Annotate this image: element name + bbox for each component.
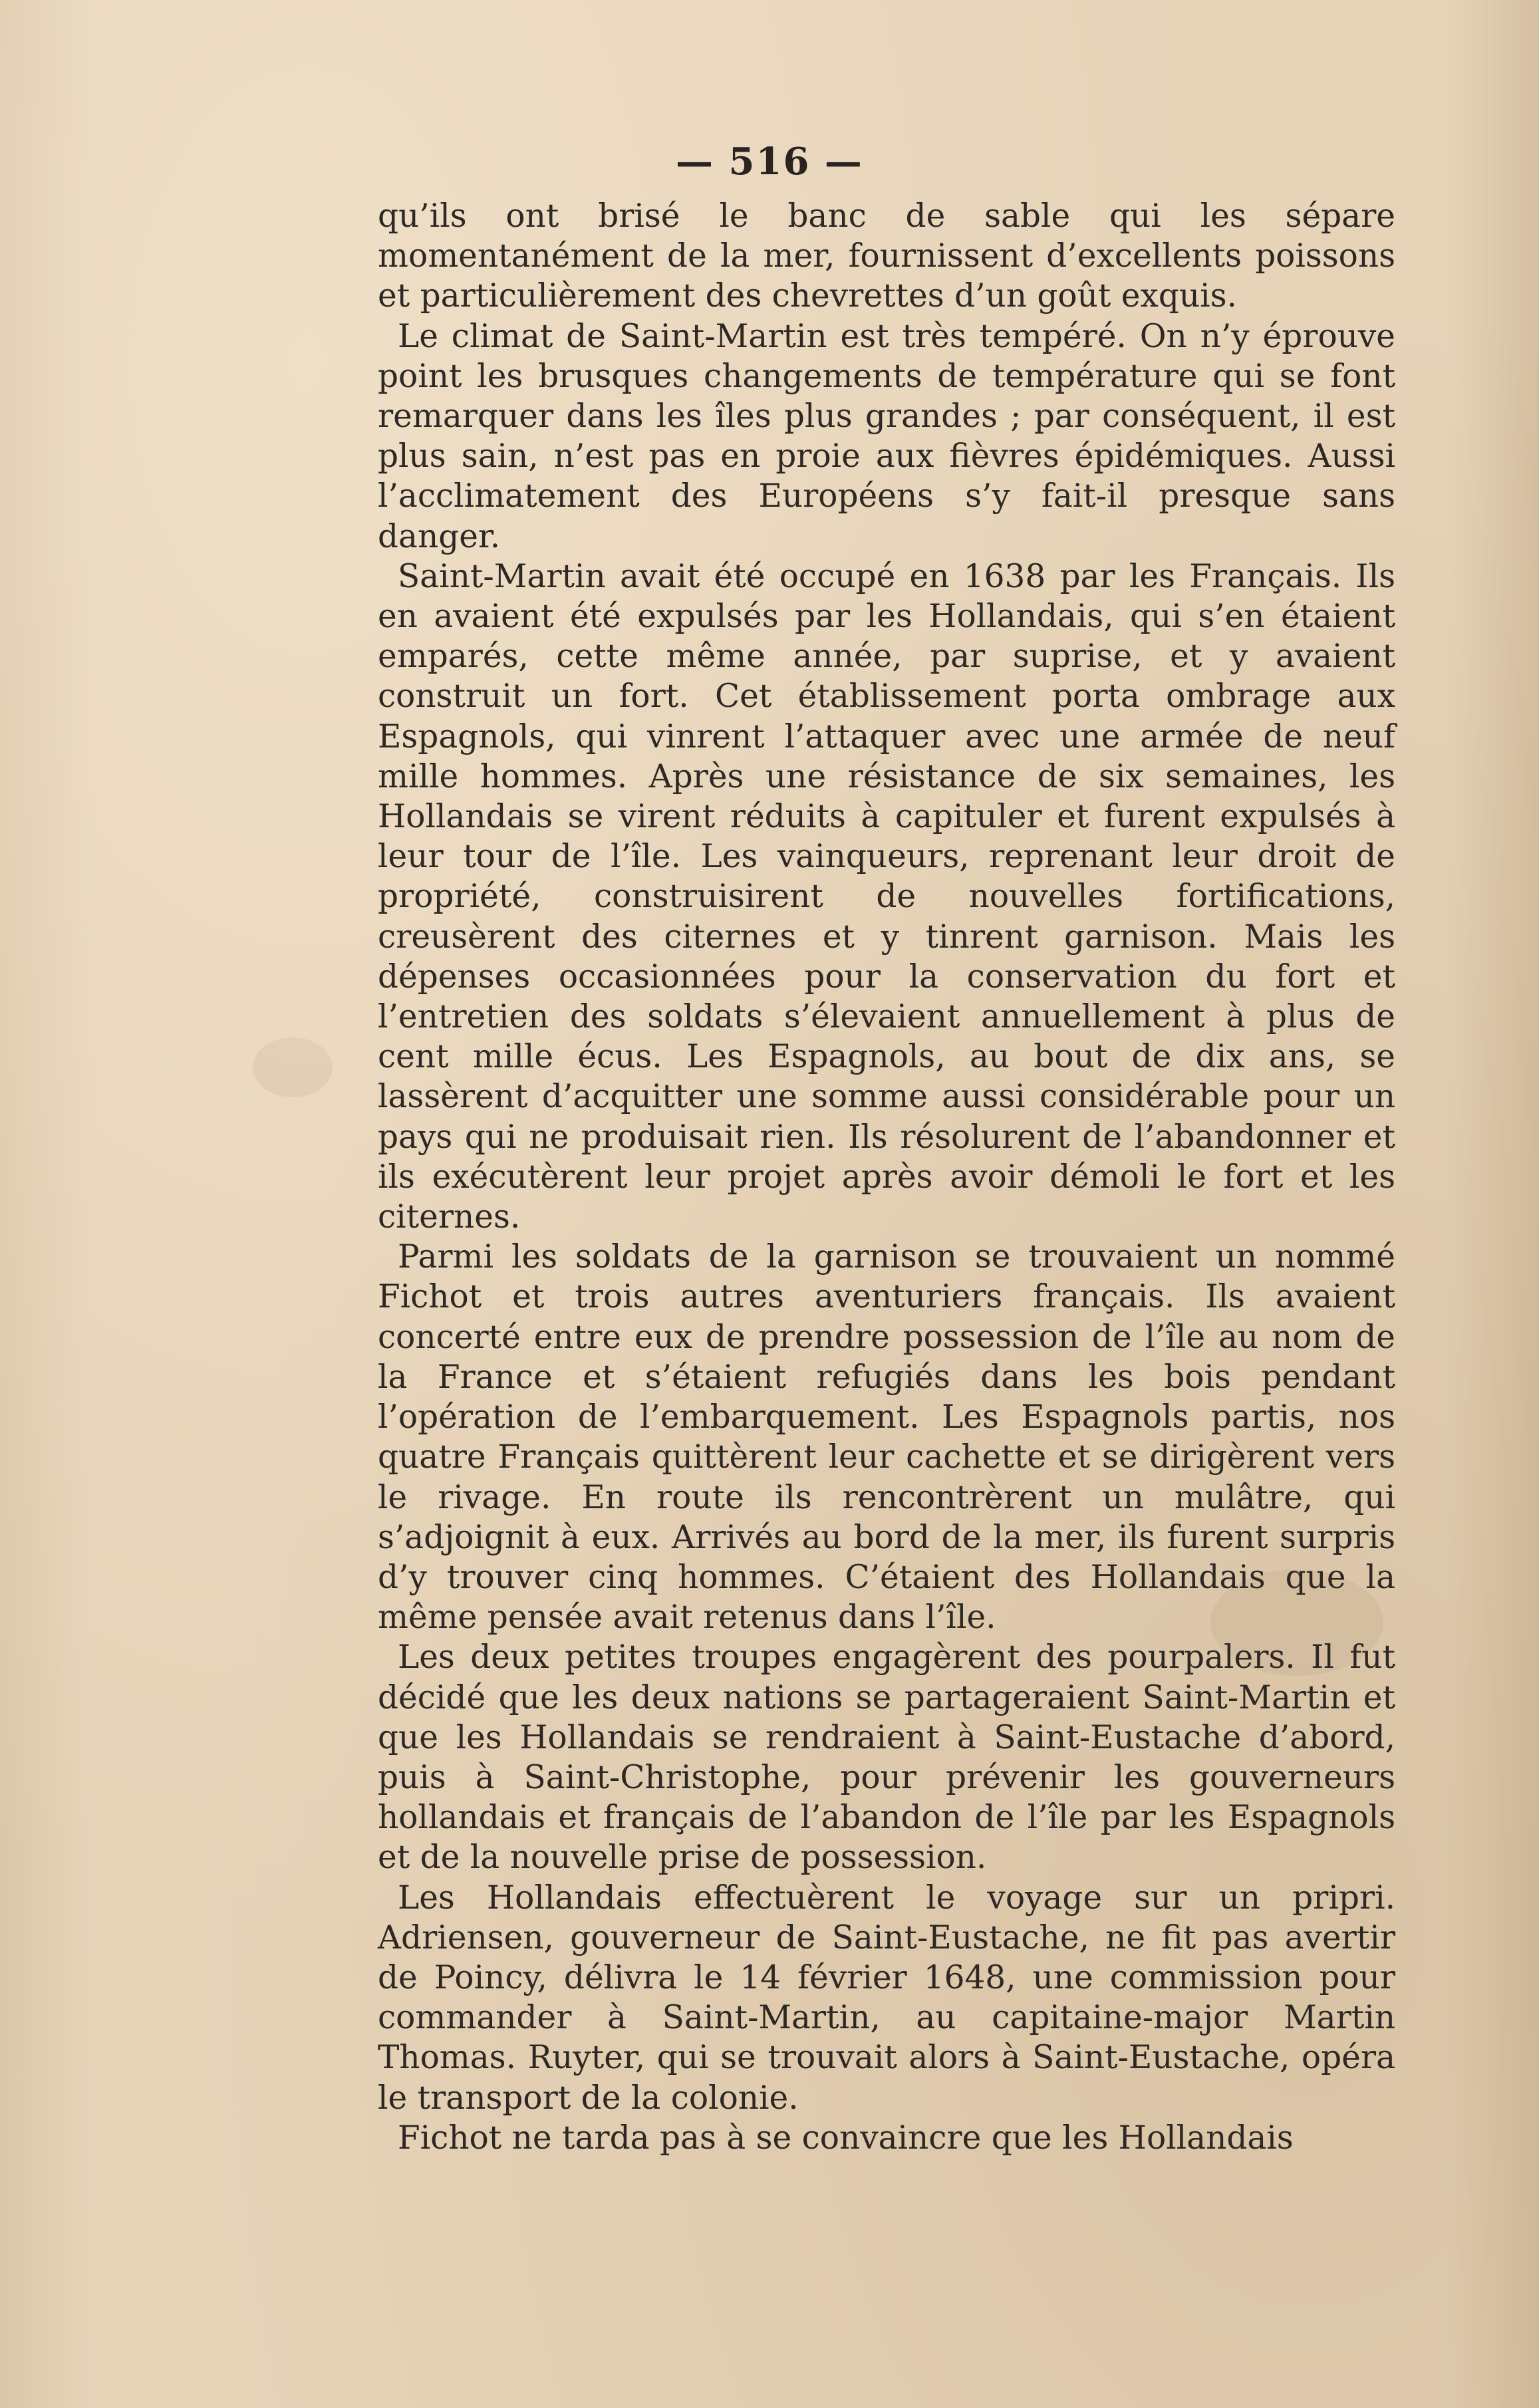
paragraph: Fichot ne tarda pas à se convaincre que les Hollandais <box>398 2119 1294 2157</box>
paragraph: Les deux petites troupes engagèrent des pourpalers. Il fut décidé que les deux nations se partageraient Saint-Martin et que les Hollandais se rendraient à Saint-Eustache d’abord, puis à Saint-Christophe, pour prévenir les gouverneurs hollandais et français de l’abandon de l’île par les Espagnols et de la nouvelle prise de possession. <box>378 1639 1395 1877</box>
paragraph: Parmi les soldats de la garnison se trouvaient un nommé Fichot et trois autres aventuriers français. Ils avaient concerté entre eux de prendre possession de l’île au nom de la France et s’étaient refugiés dans les bois pendant l’opération de l’embarquement. Les Espagnols partis, nos quatre Français quittèrent leur cachette et se dirigèrent vers le rivage. En route ils rencontrèrent un mulâtre, qui s’adjoignit à eux. Arrivés au bord de la mer, ils furent surpris d’y trouver cinq hommes. C’étaient des Hollandais que la même pensée avait retenus dans l’île. <box>378 1238 1395 1637</box>
paragraph: Les Hollandais effectuèrent le voyage sur un pripri. Adriensen, gouverneur de Saint-Eustache, ne fit pas avertir de Poincy, délivra le 14 février 1648, une commission pour commander à Saint-Martin, au capitaine-major Martin Thomas. Ruyter, qui se trouvait alors à Saint-Eustache, opéra le transport de la colonie. <box>378 1879 1395 2117</box>
paragraph: Saint-Martin avait été occupé en 1638 par les Français. Ils en avaient été expulsés par les Hollandais, qui s’en étaient emparés, cette même année, par suprise, et y avaient construit un fort. Cet établissement porta ombrage aux Espagnols, qui vinrent l’attaquer avec une armée de neuf mille hommes. Après une résistance de six semaines, les Hollandais se virent réduits à capituler et furent expulsés à leur tour de l’île. Les vainqueurs, reprenant leur droit de propriété, construisirent de nouvelles fortifications, creusèrent des citernes et y tinrent garnison. Mais les dépenses occasionnées pour la conservation du fort et l’entretien des soldats s’élevaient annuellement à plus de cent mille écus. Les Espagnols, au bout de dix ans, se lassèrent d’acquitter une somme aussi considérable pour un pays qui ne produisait rien. Ils résolurent de l’abandonner et ils exécutèrent leur projet après avoir démoli le fort et les citernes. <box>378 557 1395 1236</box>
paragraph: Le climat de Saint-Martin est très tempéré. On n’y éprouve point les brusques changements de température qui se font remarquer dans les îles plus grandes ; par conséquent, il est plus sain, n’est pas en proie aux fièvres épidémiques. Aussi l’acclimatement des Européens s’y fait-il presque sans danger. <box>378 317 1395 555</box>
body-text <box>378 196 1395 2158</box>
paragraph: qu’ils ont brisé le banc de sable qui les sépare momentanément de la mer, fournissent d’excellents poissons et particulièrement des chevrettes d’un goût exquis. <box>378 198 1395 315</box>
page-number: — 516 — <box>676 140 863 184</box>
paper-stain <box>253 1037 333 1097</box>
